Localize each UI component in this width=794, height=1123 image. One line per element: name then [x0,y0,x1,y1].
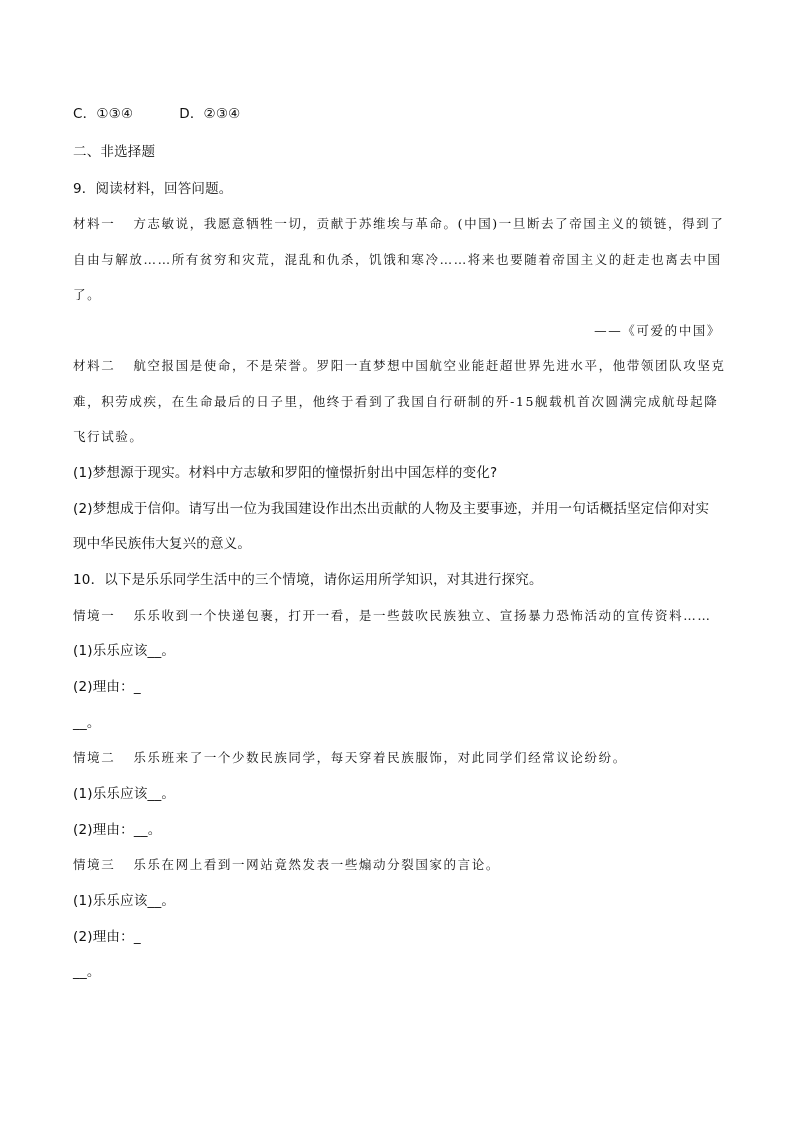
q10-scenario1-label: 情境一 [73,608,116,623]
q10-stem: 10．以下是乐乐同学生活中的三个情境，请你运用所学知识，对其进行探究。 [73,572,543,588]
q9-sub2-line1: (2)梦想成于信仰。请写出一位为我国建设作出杰出贡献的人物及主要事迹，并用一句话概括坚定信仰对实 [73,501,710,517]
q9-stem: 9．阅读材料，回答问题。 [73,181,233,197]
q9-material1-line1: 材料一 方志敏说，我愿意牺牲一切，贡献于苏维埃与革命。(中国)一旦断去了帝国主义的锁链，得到了 [73,216,725,231]
q10-scenario3-reason-cont: __。 [73,964,101,980]
q9-sub2-line2: 现中华民族伟大复兴的意义。 [73,536,252,552]
q10-scenario1-reason-cont: __。 [73,715,101,731]
q10-scenario3: 情境三 乐乐在网上看到一网站竟然发表一些煽动分裂国家的言论。 [73,857,500,872]
section-heading: 二、非选择题 [73,144,156,160]
q9-material1-source: ——《可爱的中国》 [594,323,721,338]
q10-scenario3-label: 情境三 [73,857,116,872]
q9-material1-label: 材料一 [73,216,116,231]
q10-scenario3-should: (1)乐乐应该__。 [73,893,176,909]
q9-material2-line3: 飞行试验。 [73,429,144,444]
q10-scenario2-should: (1)乐乐应该__。 [73,786,176,802]
q9-material2-label: 材料二 [73,358,116,373]
q9-sub1: (1)梦想源于现实。材料中方志敏和罗阳的憧憬折射出中国怎样的变化? [73,465,498,481]
q10-scenario1: 情境一 乐乐收到一个快递包裹，打开一看，是一些鼓吹民族独立、宣扬暴力恐怖活动的宣传资料…… [73,608,712,623]
option-c: C．①③④ [73,106,134,122]
option-d: D．②③④ [179,106,241,122]
q10-scenario1-reason: (2)理由：_ [73,679,141,695]
q10-scenario2-reason: (2)理由：__。 [73,822,162,838]
q10-scenario2: 情境二 乐乐班来了一个少数民族同学，每天穿着民族服饰，对此同学们经常议论纷纷。 [73,750,627,765]
q9-material1-line2: 自由与解放……所有贫穷和灾荒，混乱和仇杀，饥饿和寒冷……将来也要随着帝国主义的赶走也离去中国 [73,252,722,267]
options-row [73,104,721,124]
q10-scenario3-reason: (2)理由：_ [73,929,141,945]
q10-scenario1-should: (1)乐乐应该__。 [73,643,176,659]
q9-material1-line3: 了。 [73,287,102,302]
q9-material2-line2: 难，积劳成疾，在生命最后的日子里，他终于看到了我国自行研制的歼-15舰载机首次圆满完成航母起降 [73,394,719,409]
q9-material2-line1: 材料二 航空报国是使命，不是荣誉。罗阳一直梦想中国航空业能赶超世界先进水平，他带领团队攻坚克 [73,358,726,373]
q10-scenario2-label: 情境二 [73,750,116,765]
